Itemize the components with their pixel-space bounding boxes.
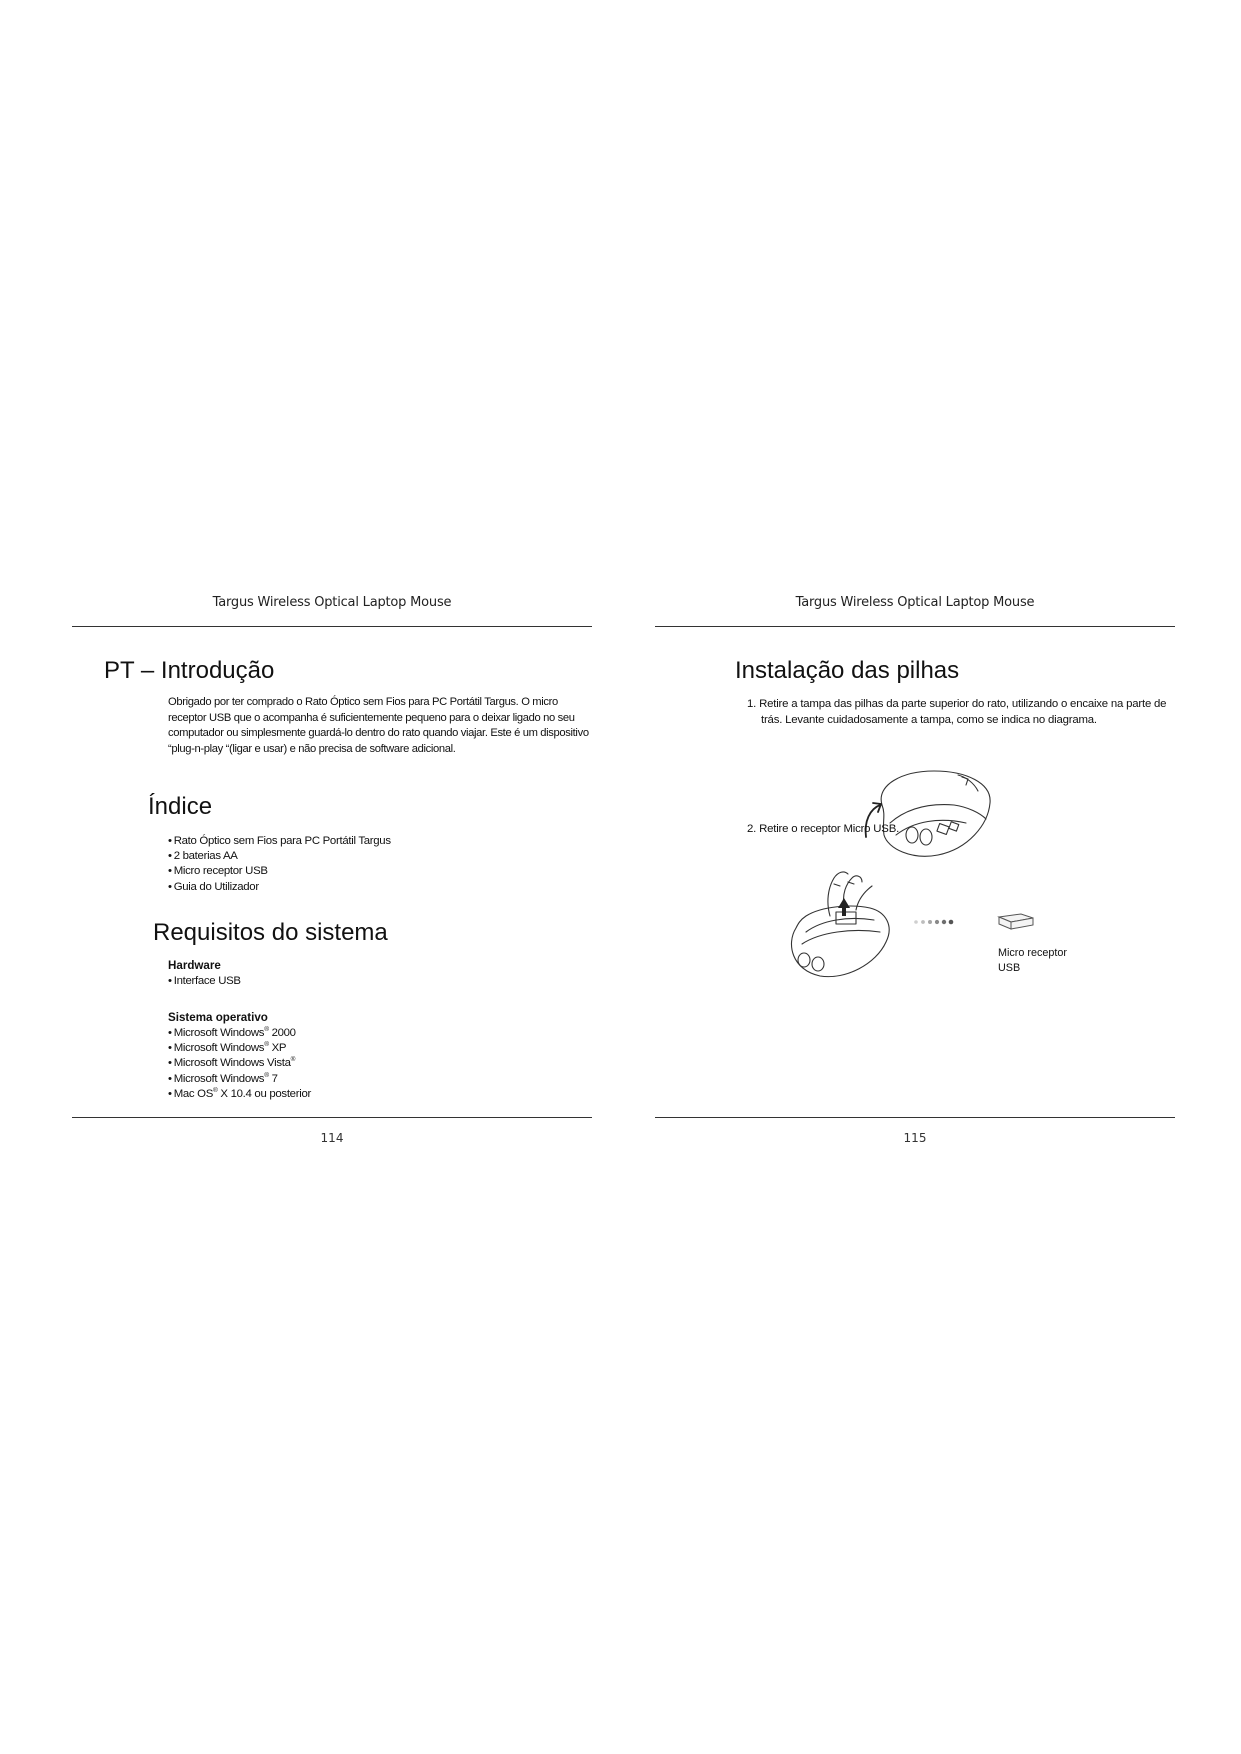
right-page <box>655 575 1175 1170</box>
page-number: 114 <box>320 1131 344 1145</box>
os-version: 7 <box>271 1072 278 1085</box>
battery-slot <box>798 953 810 967</box>
registered-mark: ® <box>264 1026 269 1034</box>
mouse-shell-outline <box>881 771 990 856</box>
os-item <box>168 1041 311 1056</box>
hand-outline <box>828 872 872 916</box>
hardware-label: Hardware <box>168 959 221 972</box>
battery-install-title: Instalação das pilhas <box>735 657 960 684</box>
os-name: Microsoft Windows Vista <box>173 1057 291 1070</box>
receiver-removal-illustration <box>782 866 892 981</box>
battery-slot <box>906 827 918 843</box>
hardware-item: • Interface USB <box>168 974 241 989</box>
battery-cover-illustration <box>862 765 1002 865</box>
page-number: 115 <box>903 1131 927 1145</box>
battery-slot <box>812 957 824 971</box>
os-name: Microsoft Windows <box>173 1072 265 1085</box>
os-name: Mac OS <box>173 1087 214 1100</box>
os-item <box>168 1026 311 1041</box>
registered-mark: ® <box>264 1041 269 1049</box>
receiver-caption <box>998 946 1067 975</box>
step-2-text: 2. Retire o receptor Micro USB. <box>747 823 900 835</box>
index-title: Índice <box>148 793 213 820</box>
intro-title: PT – Introdução <box>104 657 275 684</box>
header-rule <box>72 626 592 627</box>
index-list <box>168 834 391 895</box>
hardware-list <box>168 974 241 989</box>
os-version: X 10.4 ou posterior <box>220 1087 311 1100</box>
index-item: • Guia do Utilizador <box>168 880 391 895</box>
os-version: XP <box>271 1042 287 1055</box>
os-list <box>168 1026 311 1102</box>
os-label: Sistema operativo <box>168 1011 268 1024</box>
os-name: Microsoft Windows <box>173 1027 265 1039</box>
requirements-title: Requisitos do sistema <box>153 919 388 946</box>
running-header: Targus Wireless Optical Laptop Mouse <box>212 595 452 610</box>
pull-up-arrow-icon <box>838 898 850 916</box>
os-item <box>168 1056 311 1071</box>
registered-mark: ® <box>213 1087 218 1095</box>
os-item <box>168 1072 311 1087</box>
footer-rule <box>72 1117 592 1118</box>
header-rule <box>655 626 1175 627</box>
running-header: Targus Wireless Optical Laptop Mouse <box>795 595 1035 610</box>
step-1-text: 1. Retire a tampa das pilhas da parte superior do rato, utilizando o encaixe na parte de trás. Levante cuidadosamente a tampa, como se indica no diagrama. <box>747 698 1167 726</box>
intro-paragraph: Obrigado por ter comprado o Rato Óptico sem Fios para PC Portátil Targus. O micro receptor USB que o acompanha é suficientemente pequeno para o deixar ligado no seu computador ou simplesmente guardá-lo dentro do rato quando viajar. Este é um dispositivo “plug-n-play “(ligar e usar) e não precisa de software adicional. <box>168 696 589 755</box>
registered-mark: ® <box>290 1056 296 1064</box>
usb-receiver-icon <box>997 911 1035 931</box>
index-item: • Micro receptor USB <box>168 864 391 879</box>
left-page <box>72 575 592 1170</box>
os-name: Microsoft Windows <box>173 1042 265 1055</box>
os-version: 2000 <box>271 1027 296 1039</box>
os-item <box>168 1087 311 1102</box>
receiver-caption-line: Micro receptor <box>998 947 1067 959</box>
footer-rule <box>655 1117 1175 1118</box>
battery-slot <box>920 829 932 845</box>
registered-mark: ® <box>264 1071 269 1079</box>
motion-dots <box>913 918 955 926</box>
receiver-caption-line: USB <box>998 961 1021 974</box>
index-item: • Rato Óptico sem Fios para PC Portátil Targus <box>168 834 391 849</box>
index-item: • 2 baterias AA <box>168 849 391 864</box>
